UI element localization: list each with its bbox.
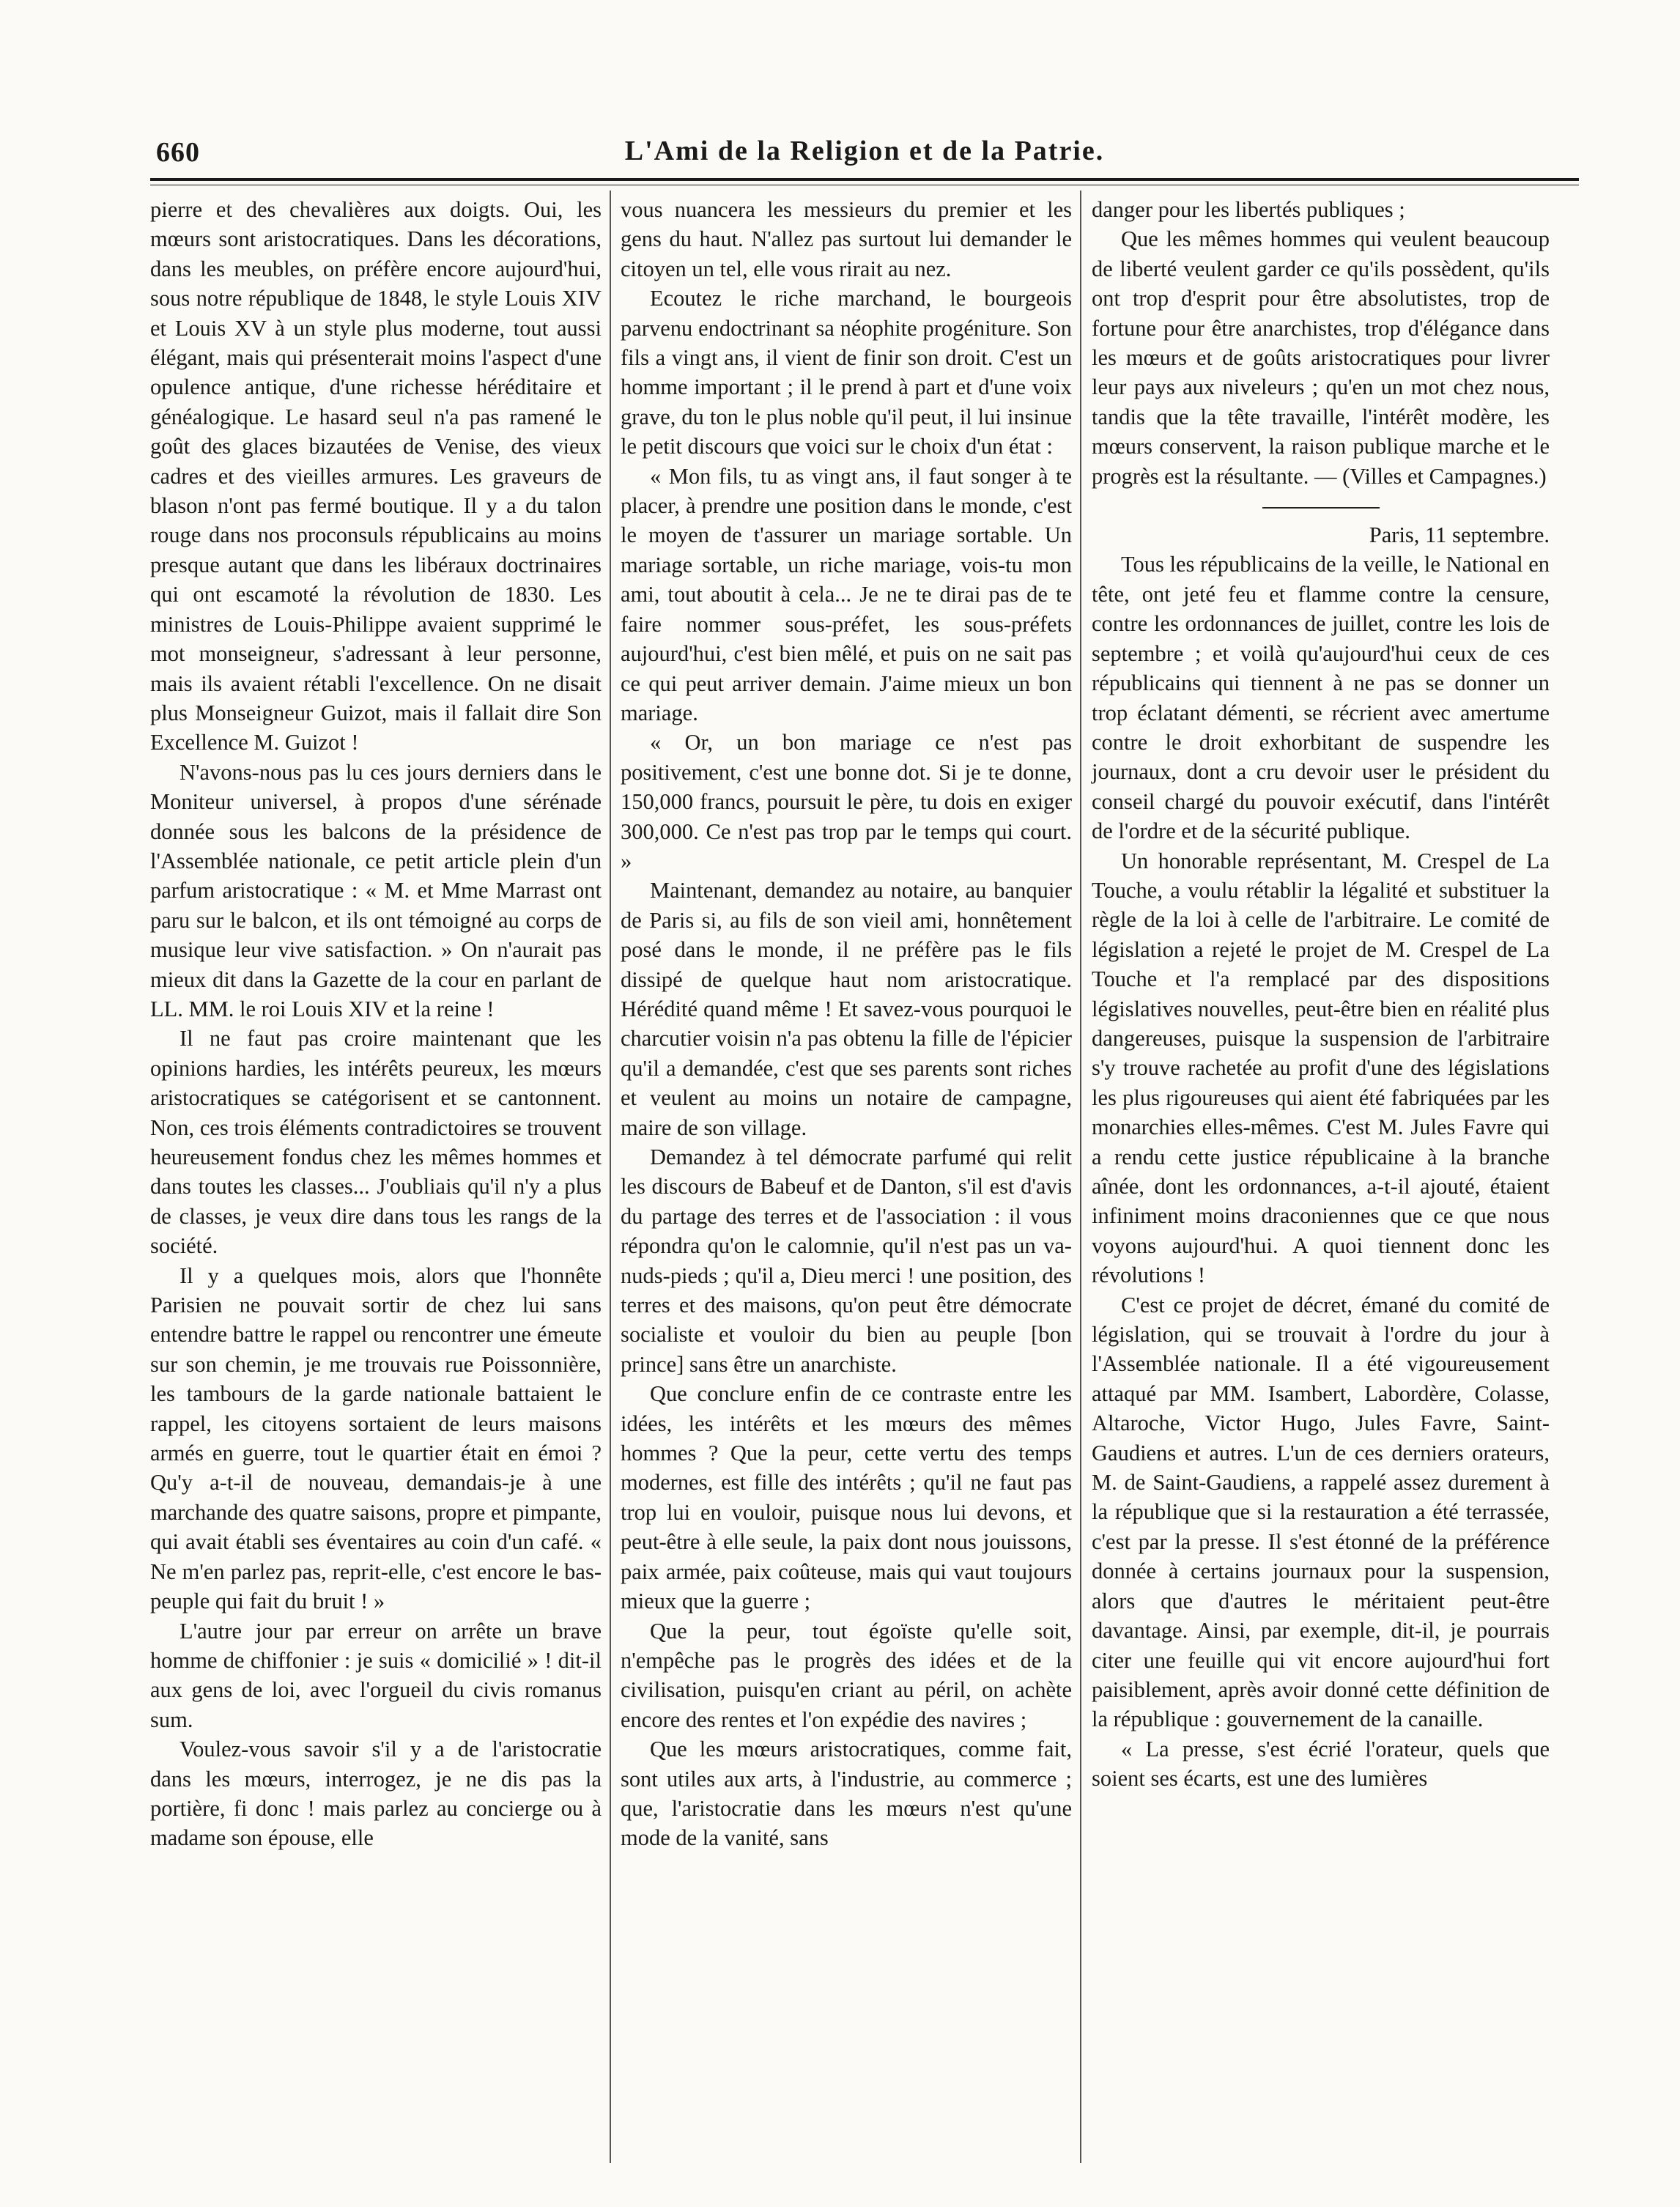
paragraph: N'avons-nous pas lu ces jours derniers dans le Moniteur universel, à propos d'une sérénade donnée sous les balcons de la présidence de l'Assemblée nationale, ce petit article plein d'un parfum aristocratique : « M. et Mme Marrast ont paru sur le balcon, et ils ont témoigné au corps de musique leur vive satisfaction. » On n'aurait pas mieux dit dans la Gazette de la cour en parlant de LL. MM. le roi Louis XIV et la reine ! (150, 759, 602, 1021)
section-separator (1262, 507, 1380, 509)
paragraph: L'autre jour par erreur on arrête un brave homme de chiffonier : je suis « domicilié » ! dit-il aux gens de loi, avec l'orgueil du civis romanus sum. (150, 1618, 602, 1732)
paragraph: Tous les républicains de la veille, le National en tête, ont jeté feu et flamme contre la censure, contre les ordonnances de juillet, contre les lois de septembre ; et voilà qu'aujourd'hui ceux de ces républicains qui tiennent à ne pas se donner un trop éclatant démenti, se récrient avec amertume contre le droit exhorbitant de suspendre les journaux, dont a cru devoir user le président du conseil chargé du pouvoir exécutif, dans l'intérêt de l'ordre et de la sécurité publique. (1092, 552, 1550, 844)
paragraph: Demandez à tel démocrate parfumé qui relit les discours de Babeuf et de Danton, s'il est d'avis du partage des terres et de l'association : il vous répondra qu'on le calomnie, qu'il n'est pas un va-nuds-pieds ; qu'il a, Dieu merci ! une position, des terres et des maisons, qu'on peut être démocrate socialiste et vouloir du bien au peuple [bon prince] sans être un anarchiste. (621, 1145, 1072, 1377)
paragraph: « Mon fils, tu as vingt ans, il faut songer à te placer, à prendre une position dans le monde, c'est le moyen de t'assurer un mariage sortable. Un mariage sortable, un riche mariage, vois-tu mon ami, tout aboutit à cela... Je ne te dirai pas de te faire nommer sous-préfet, les sous-préfets aujourd'hui, c'est bien mêlé, et puis on ne sait pas ce qui peut arriver demain. J'aime mieux un bon mariage. (621, 463, 1072, 725)
paragraph: Que la peur, tout égoïste qu'elle soit, n'empêche pas le progrès des idées et de la civilisation, puisqu'en criant au péril, on achète encore des rentes et l'on expédie des navires ; (621, 1618, 1072, 1732)
paragraph: « La presse, s'est écrié l'orateur, quels que soient ses écarts, est une des lumières (1092, 1736, 1550, 1792)
paragraph: Que les mêmes hommes qui veulent beaucoup de liberté veulent garder ce qu'ils possèdent, qu'ils ont trop d'esprit pour être absolutistes, trop de fortune pour être anarchistes, trop d'élégance dans les mœurs et de goûts aristocratiques pour livrer leur pays aux niveleurs ; qu'en un mot chez nous, tandis que la tête travaille, l'intérêt modère, les mœurs conservent, la raison publique marche et le progrès est la résultante. — (Villes et Campagnes.) (1092, 226, 1550, 489)
paragraph: C'est ce projet de décret, émané du comité de législation, qui se trouvait à l'ordre du jour à l'Assemblée nationale. Il a été vigoureusement attaqué par MM. Isambert, Labordère, Colasse, Altaroche, Victor Hugo, Jules Favre, Saint-Gaudiens et autres. L'un de ces derniers orateurs, M. de Saint-Gaudiens, a rappelé assez durement à la république que si la restauration a été terrassée, c'est par la presse. Il s'est étonné de la préférence donnée à certains journaux pour la suspension, alors que d'autres le méritaient peut-être davantage. Ainsi, par exemple, dit-il, je pourrais citer une feuille qui vit encore aujourd'hui fort paisiblement, après avoir donné cette définition de la république : gouvernement de la canaille. (1092, 1292, 1550, 1732)
paragraph: vous nuancera les messieurs du premier et les gens du haut. N'allez pas surtout lui demander le citoyen un tel, elle vous rirait au nez. (621, 197, 1072, 281)
paragraph: Un honorable représentant, M. Crespel de La Touche, a voulu rétablir la légalité et substituer la règle de la loi à celle de l'arbitraire. Le comité de législation a rejeté le projet de M. Crespel de La Touche et l'a remplacé par des dispositions législatives nouvelles, peut-être bien en réalité plus dangereuses, puisque la suspension de l'arbitraire s'y trouve rachetée au profit d'une des législations les plus rigoureuses qui aient été fabriquées par les monarchies elles-mêmes. C'est M. Jules Favre qui a rendu cette justice républicaine à la branche aînée, dont les ordonnances, a-t-il ajouté, étaient infiniment moins draconiennes que ce que nous voyons aujourd'hui. A quoi tiennent donc les révolutions ! (1092, 848, 1550, 1288)
page-number: 660 (156, 137, 200, 168)
column-divider (1080, 191, 1081, 2163)
paragraph: danger pour les libertés publiques ; (1092, 197, 1405, 222)
paragraph: Voulez-vous savoir s'il y a de l'aristocratie dans les mœurs, interrogez, je ne dis pas la portière, fi donc ! mais parlez au concierge ou à madame son épouse, elle (150, 1737, 602, 1851)
column-3 (1092, 195, 1550, 1794)
dateline: Paris, 11 septembre. (1369, 522, 1550, 548)
paragraph: Ecoutez le riche marchand, le bourgeois parvenu endoctrinant sa néophite progéniture. Son fils a vingt ans, il vient de finir son droit. C'est un homme important ; il le prend à part et d'une voix grave, du ton le plus noble qu'il peut, il lui insinue le petit discours que voici sur le choix d'un état : (621, 286, 1072, 459)
paragraph: Que les mœurs aristocratiques, comme fait, sont utiles aux arts, à l'industrie, au commerce ; que, l'aristocratie dans les mœurs n'est qu'une mode de la vanité, sans (621, 1737, 1072, 1851)
page-header (150, 130, 1579, 174)
paragraph: pierre et des chevalières aux doigts. Oui, les mœurs sont aristocratiques. Dans les décorations, dans les meubles, on préfère encore aujourd'hui, sous notre république de 1848, le style Louis XIV et Louis XV à un style plus moderne, tout aussi élégant, mais qui présenterait moins l'aspect d'une opulence antique, d'une richesse héréditaire et généalogique. Le hasard seul n'a pas ramené le goût des glaces bizautées de Venise, des vieux cadres et des vieilles armures. Les graveurs de blason n'ont pas fermé boutique. Il y a du talon rouge dans nos proconsuls républicains au moins presque autant que dans les libéraux doctrinaires qui ont escamoté la révolution de 1830. Les ministres de Louis-Philippe avaient supprimé le mot monseigneur, s'adressant à leur personne, mais ils avaient rétabli l'excellence. On ne disait plus Monseigneur Guizot, mais il fallait dire Son Excellence M. Guizot ! (150, 197, 602, 755)
column-2 (621, 195, 1072, 1853)
paragraph: Que conclure enfin de ce contraste entre les idées, les intérêts et les mœurs des mêmes hommes ? Que la peur, cette vertu des temps modernes, est fille des intérêts ; qu'il ne faut pas trop lui en vouloir, puisque nous lui devons, et peut-être à elle seule, la paix dont nous jouissons, paix armée, paix coûteuse, mais qui vaut toujours mieux que la guerre ; (621, 1381, 1072, 1614)
running-title: L'Ami de la Religion et de la Patrie. (624, 136, 1105, 166)
paragraph: Maintenant, demandez au notaire, au banquier de Paris si, au fils de son vieil ami, honnêtement posé dans le monde, il ne préfère pas le fils dissipé de quelque haut nom aristocratique. Hérédité quand même ! Et savez-vous pourquoi le charcutier voisin n'a pas obtenu la fille de l'épicier qu'il a demandée, c'est que ses parents sont riches et veulent au moins un notaire de campagne, maire de son village. (621, 878, 1072, 1140)
paragraph: Il ne faut pas croire maintenant que les opinions hardies, les intérêts peureux, les mœurs aristocratiques se catégorisent et se cantonnent. Non, ces trois éléments contradictoires se trouvent heureusement fondus chez les mêmes hommes et dans toutes les classes... J'oubliais qu'il n'y a plus de classes, je veux dire dans tous les rangs de la société. (150, 1026, 602, 1259)
paragraph: Il y a quelques mois, alors que l'honnête Parisien ne pouvait sortir de chez lui sans entendre battre le rappel ou rencontrer une émeute sur son chemin, je me trouvais rue Poissonnière, les tambours de la garde nationale battaient le rappel, les citoyens sortaient de leurs maisons armés en guerre, tout le quartier était en émoi ? Qu'y a-t-il de nouveau, demandais-je à une marchande des quatre saisons, propre et pimpante, qui avait établi ses éventaires au coin d'un café. « Ne m'en parlez pas, reprit-elle, c'est encore le bas-peuple qui fait du bruit ! » (150, 1263, 602, 1614)
column-divider (610, 191, 611, 2163)
column-1 (150, 195, 602, 1853)
header-rule-thick (150, 178, 1579, 181)
paragraph: « Or, un bon mariage ce n'est pas positivement, c'est une bonne dot. Si je te donne, 150,000 francs, poursuit le père, tu dois en exiger 300,000. Ce n'est pas trop par le temps qui court. » (621, 730, 1072, 873)
